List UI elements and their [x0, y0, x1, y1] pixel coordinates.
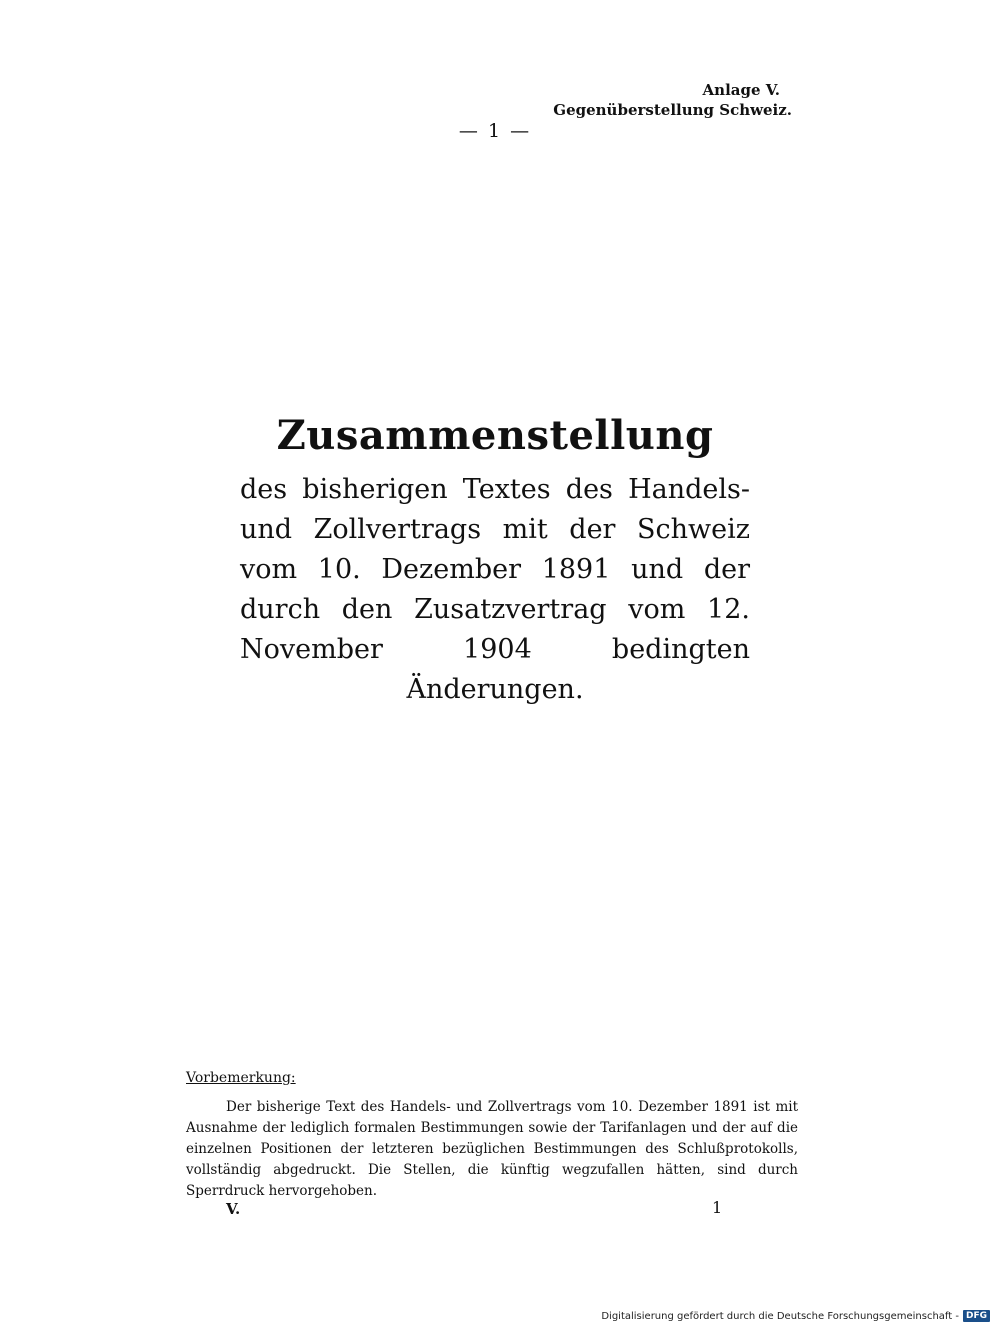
footer-text: Digitalisierung gefördert durch die Deutsche Forschungsgemeinschaft - — [601, 1310, 959, 1322]
document-subtitle: des bisherigen Textes des Handels- und Zollvertrags mit der Schweiz vom 10. Dezember 1891 und der durch den Zusatzvertrag vom 12. November 1904 bedingten Änderungen. — [240, 474, 750, 705]
digitization-footer — [601, 1310, 990, 1322]
annex-line-2: Gegenüberstellung Schweiz. — [553, 101, 792, 119]
annex-label — [553, 80, 792, 120]
preliminary-note-body: Der bisherige Text des Handels- und Zollvertrags vom 10. Dezember 1891 ist mit Ausnahme der lediglich formalen Bestimmungen sowie der Tarifanlagen und der auf die einzelnen Positionen der letzteren bezüglichen Bestimmungen des Schlußprotokolls, vollständig abgedruckt. Die Stellen, die künftig wegzufallen hätten, sind durch Sperrdruck hervorgehoben. — [186, 1099, 798, 1199]
dfg-logo: DFG — [963, 1310, 990, 1322]
preliminary-note-heading: Vorbemerkung: — [186, 1070, 296, 1086]
annex-line-1: Anlage V. — [702, 81, 780, 99]
preliminary-note — [186, 1068, 798, 1202]
page-number-top: — 1 — — [458, 120, 532, 142]
title-block — [240, 410, 750, 710]
document-title: Zusammenstellung — [276, 412, 714, 459]
signature-mark-right: 1 — [712, 1198, 723, 1217]
signature-mark-left: V. — [226, 1200, 241, 1218]
